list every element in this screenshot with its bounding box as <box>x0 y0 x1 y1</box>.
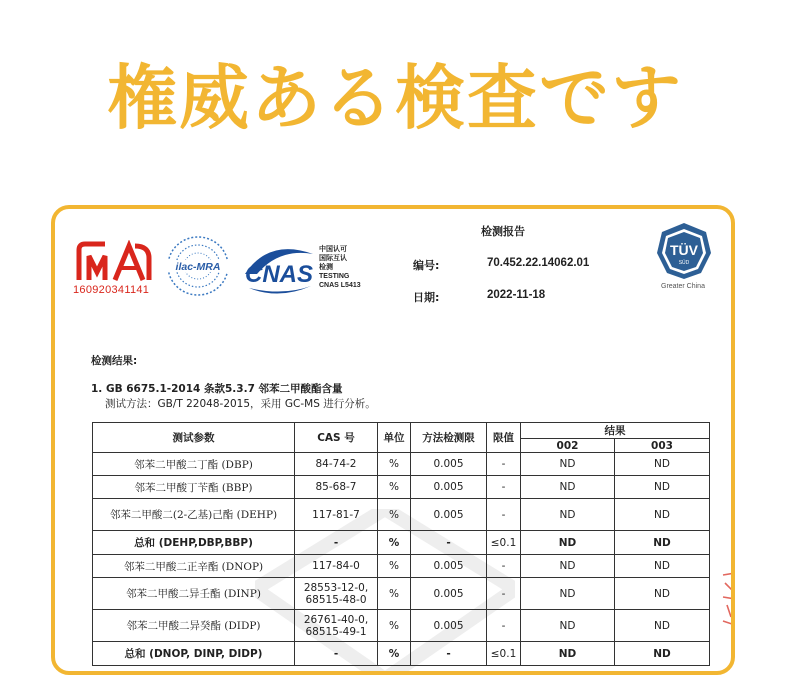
tuv-sub-logo-text: SÜD <box>678 260 690 266</box>
table-row: 邻苯二甲酸二正辛酯 (DNOP) 117-84-0 % 0.005 - ND ND <box>93 555 710 578</box>
report-number-value: 70.452.22.14062.01 <box>487 257 590 269</box>
ilac-mra-logo-icon <box>163 235 233 297</box>
cnas-accreditation-text: 中国认可 国际互认 检测 TESTING CNAS L5413 <box>319 246 361 289</box>
report-date-label: 日期: <box>413 291 440 304</box>
table-header-row <box>93 423 710 439</box>
report-title: 检测报告 <box>481 225 525 238</box>
table-row: 邻苯二甲酸二丁酯 (DBP) 84-74-2 % 0.005 - ND ND <box>93 453 710 476</box>
header-limit: 限值 <box>487 423 521 453</box>
table-row-total: 总和 (DEHP,DBP,BBP) - % - ≤0.1 ND ND <box>93 531 710 555</box>
table-row: 邻苯二甲酸丁苄酯 (BBP) 85-68-7 % 0.005 - ND ND <box>93 476 710 499</box>
table-row: 邻苯二甲酸二(2-乙基)己酯 (DEHP) 117-81-7 % 0.005 - ND ND <box>93 499 710 531</box>
header-sample-1: 002 <box>521 439 615 453</box>
headline: 権威ある検査です <box>107 57 683 139</box>
table-row: 邻苯二甲酸二异壬酯 (DINP) 28553-12-0, 68515-48-0 % 0.005 - ND ND <box>93 578 710 610</box>
red-stamp-icon <box>719 569 735 629</box>
test-method: 测试方法：GB/T 22048-2015，采用 GC-MS 进行分析。 <box>105 398 376 410</box>
test-item-title: 1. GB 6675.1-2014 条款5.3.7 邻苯二甲酸酯含量 <box>91 383 343 395</box>
report-date-value: 2022-11-18 <box>487 289 546 301</box>
header-cas: CAS 号 <box>295 423 378 453</box>
table-row: 邻苯二甲酸二异癸酯 (DIDP) 26761-40-0, 68515-49-1 % 0.005 - ND ND <box>93 610 710 642</box>
cma-logo-icon <box>75 240 153 286</box>
tuv-caption: Greater China <box>661 283 705 290</box>
test-report-card <box>51 205 735 675</box>
cma-number: 160920341141 <box>73 284 150 296</box>
ilac-label: ilac-MRA <box>175 261 221 273</box>
cnas-logo-icon <box>239 244 319 298</box>
tuv-logo-icon <box>655 221 713 281</box>
cnas-logo-text: CNAS <box>244 261 314 288</box>
header-param: 测试参数 <box>93 423 295 453</box>
report-number-label: 编号: <box>413 259 440 272</box>
header-mdl: 方法检测限 <box>411 423 487 453</box>
header-sample-2: 003 <box>615 439 710 453</box>
header-results: 结果 <box>521 423 710 439</box>
tuv-logo-text: TÜV <box>670 242 698 258</box>
results-label: 检测结果: <box>91 355 138 367</box>
header-unit: 单位 <box>378 423 411 453</box>
table-row-total: 总和 (DNOP, DINP, DIDP) - % - ≤0.1 ND ND <box>93 642 710 666</box>
results-table <box>92 422 710 666</box>
